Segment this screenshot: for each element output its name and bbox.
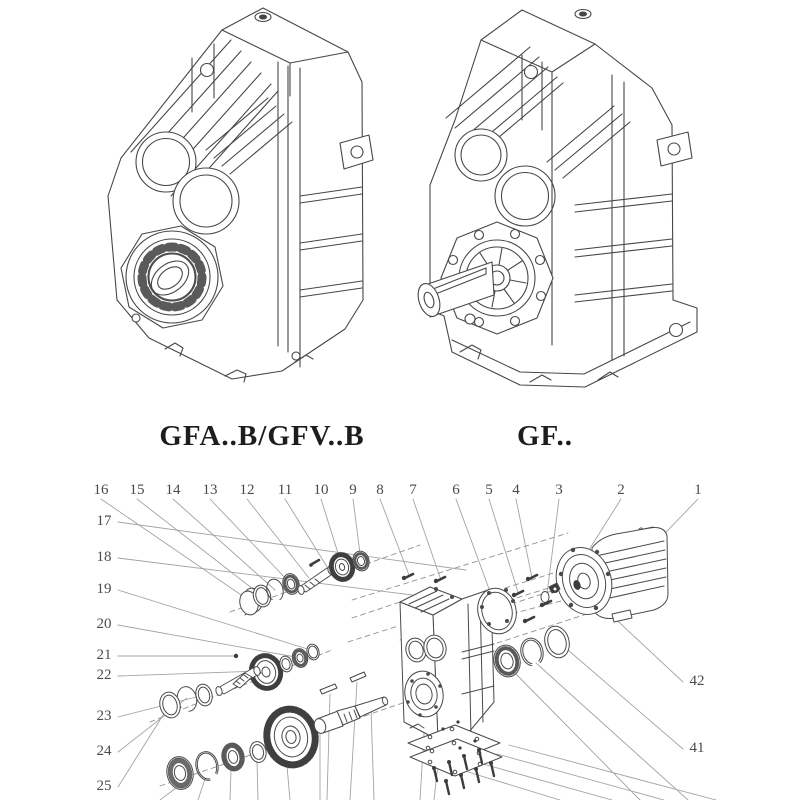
leader-line — [101, 499, 250, 601]
callout-number: 10 — [313, 482, 329, 498]
leader-line — [456, 499, 492, 597]
callout-number: 5 — [485, 482, 493, 498]
callout-number: 13 — [202, 482, 218, 498]
callout-number: 7 — [409, 482, 417, 498]
leader-line — [118, 671, 260, 676]
callout-number: 15 — [129, 482, 145, 498]
callout-number: 41 — [689, 740, 705, 756]
callout-number: 9 — [349, 482, 357, 498]
callout-number: 3 — [555, 482, 563, 498]
callout-number: 14 — [165, 482, 181, 498]
callout-number: 2 — [617, 482, 625, 498]
leader-line — [173, 499, 275, 590]
callout-number: 22 — [96, 667, 112, 683]
shaft-key — [350, 672, 366, 682]
exploded-parts-diagram — [101, 499, 716, 800]
leader-line — [413, 499, 441, 580]
electric-motor — [541, 527, 668, 622]
leader-line — [285, 499, 329, 570]
gearbox-drawing-solid-shaft — [414, 10, 697, 388]
model-label-right: GF.. — [516, 420, 574, 452]
callout-number: 4 — [512, 482, 520, 498]
gearbox-drawing-hollow-shaft — [108, 8, 373, 382]
callout-number: 11 — [277, 482, 293, 498]
callout-number: 25 — [96, 778, 112, 794]
callout-number: 42 — [689, 673, 705, 689]
leader-line — [380, 499, 409, 575]
callout-number: 21 — [96, 647, 112, 663]
callout-number: 8 — [376, 482, 384, 498]
leader-line — [516, 499, 532, 578]
callout-number: 1 — [694, 482, 702, 498]
leader-line — [247, 499, 309, 578]
leader-line — [561, 644, 683, 749]
callout-number: 18 — [96, 549, 112, 565]
model-label-left: GFA..B/GFV..B — [159, 420, 365, 452]
output-bearing — [126, 231, 218, 323]
shaft-key — [320, 684, 337, 694]
leader-line — [489, 499, 518, 592]
callout-number: 6 — [452, 482, 460, 498]
callout-number: 19 — [96, 581, 112, 597]
leader-line — [137, 499, 262, 596]
callout-number: 12 — [239, 482, 255, 498]
input-shaft-group — [237, 549, 371, 617]
callout-number: 20 — [96, 616, 112, 632]
leader-line — [118, 625, 301, 658]
callout-number: 16 — [93, 482, 109, 498]
callout-number: 24 — [96, 743, 112, 759]
callout-number: 23 — [96, 708, 112, 724]
callout-number: 17 — [96, 513, 112, 529]
